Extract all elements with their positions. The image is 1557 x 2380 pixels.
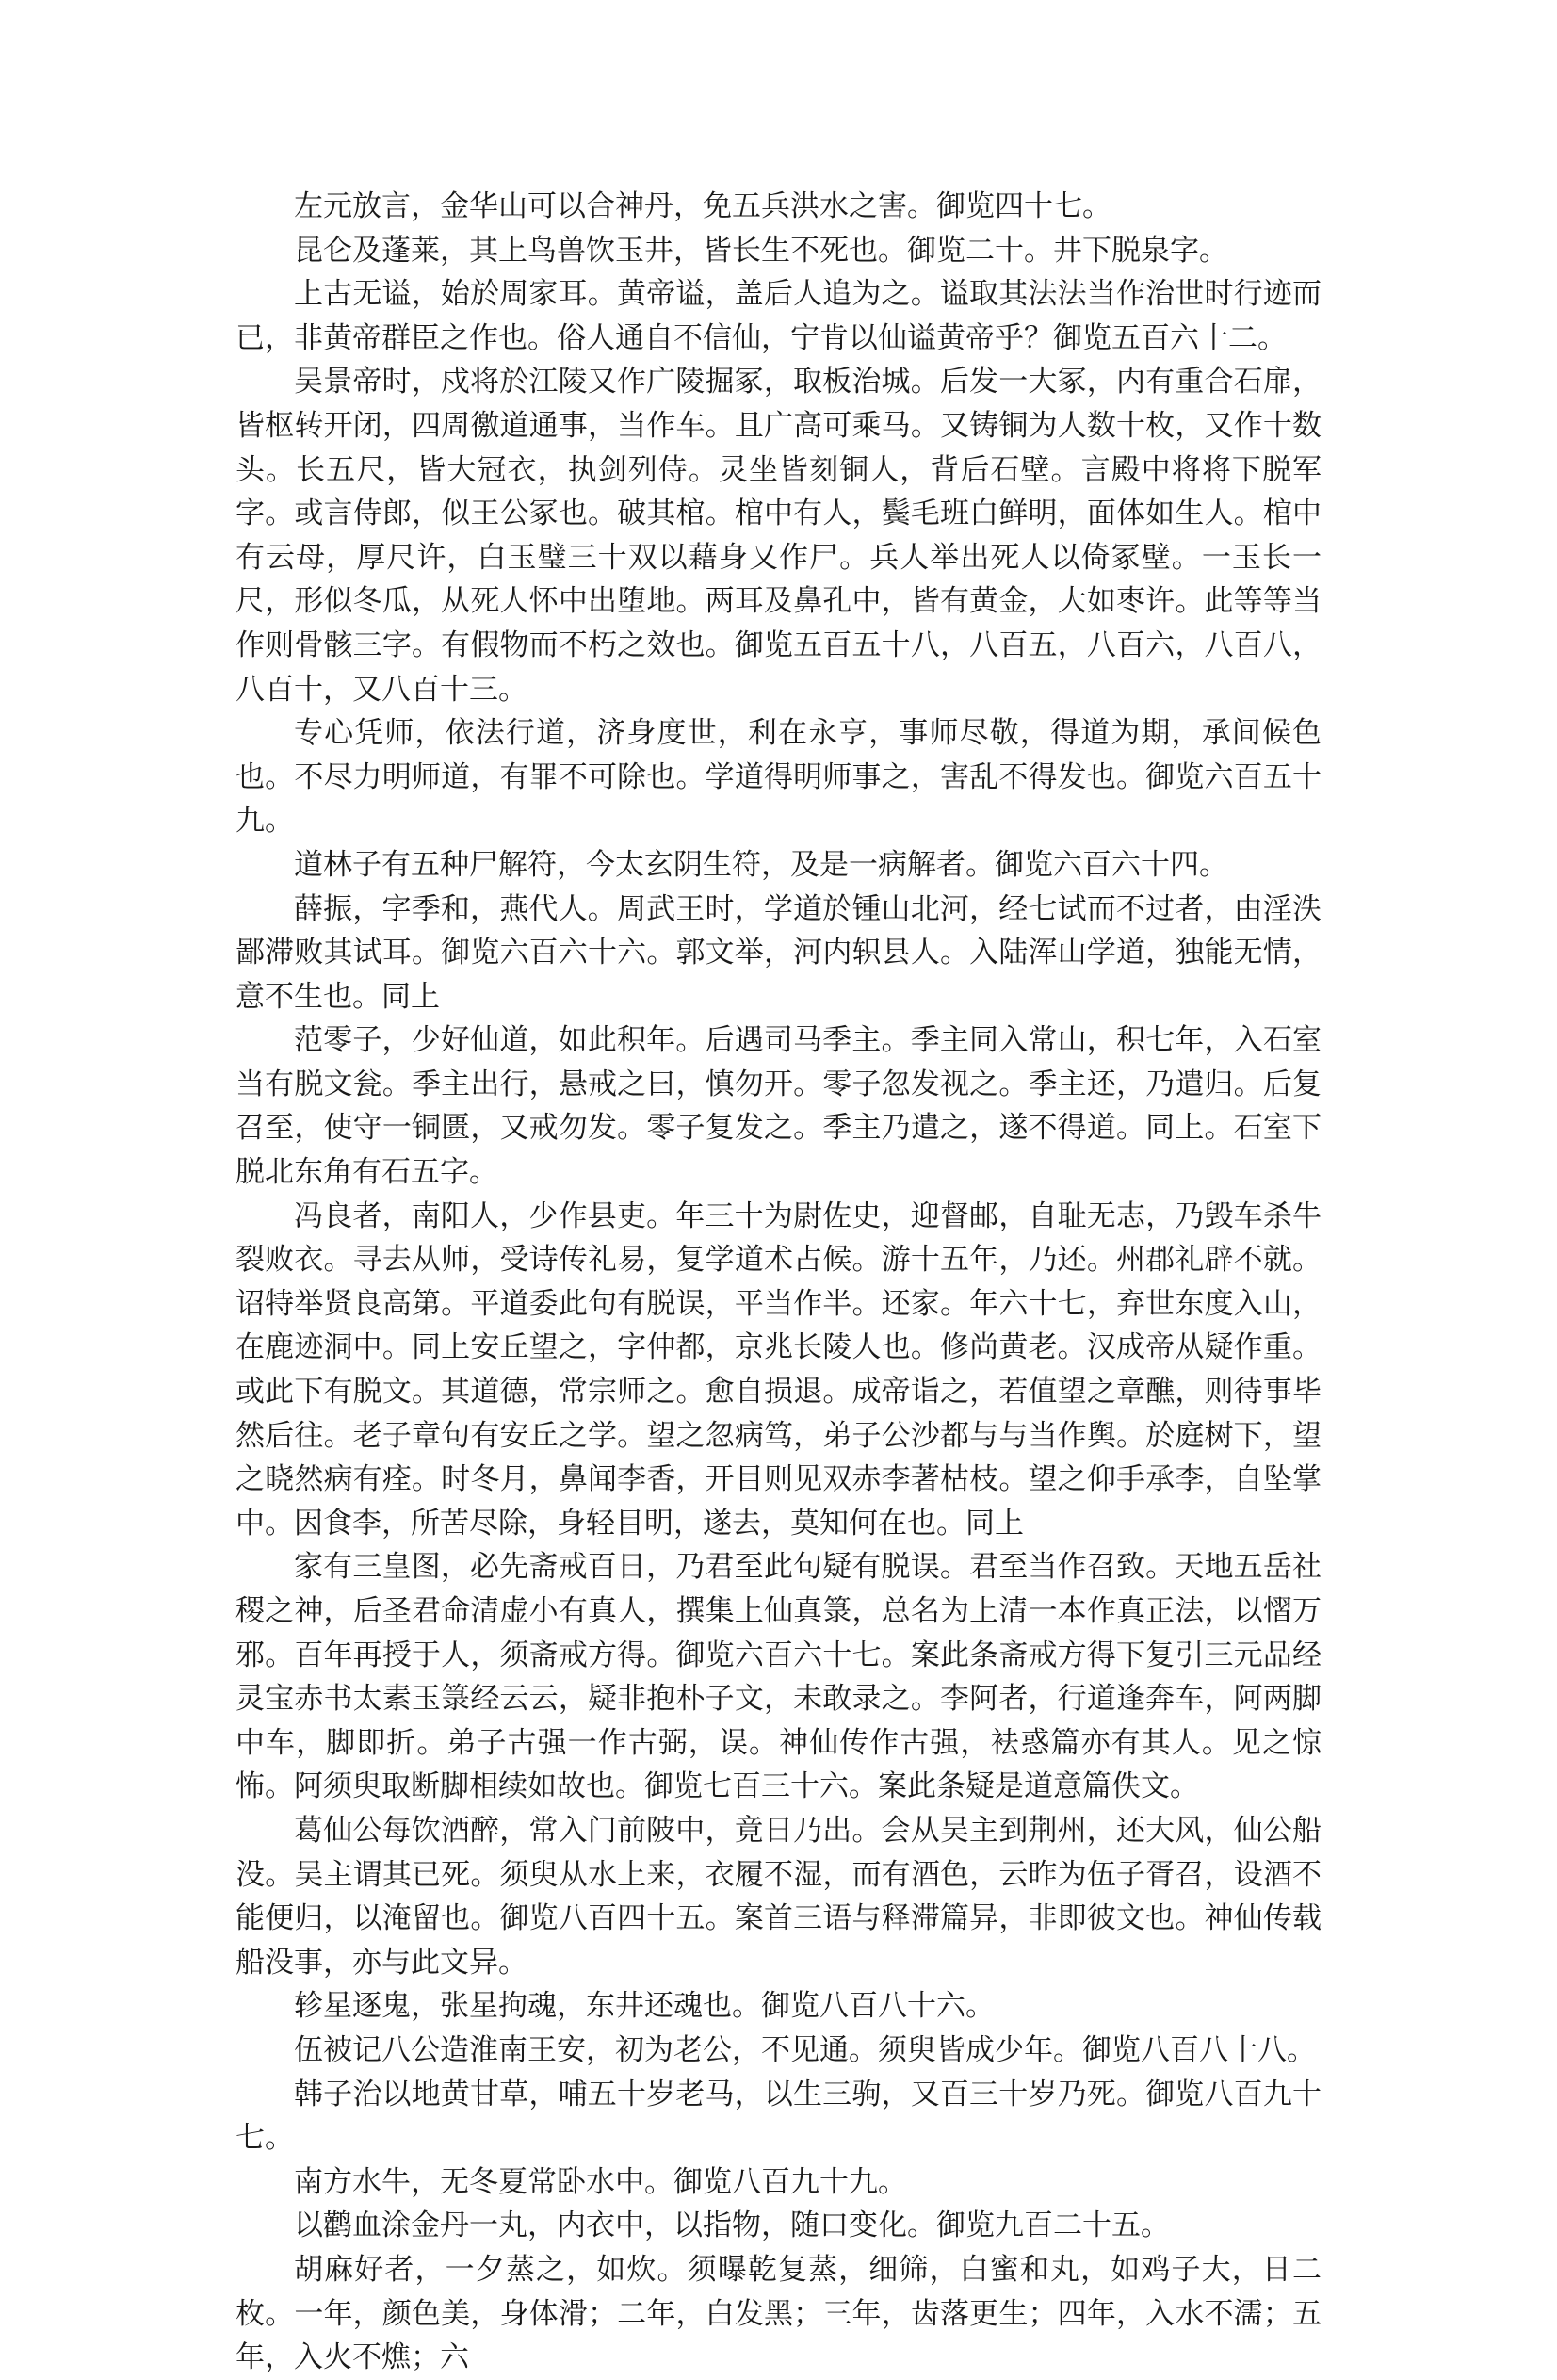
paragraph: 以鹳血涂金丹一丸，内衣中，以指物，随口变化。御览九百二十五。 [294, 2209, 1170, 2243]
paragraph: 轸星逐鬼，张星拘魂，东井还魂也。御览八百八十六。 [294, 1989, 995, 2024]
paragraph: 左元放言，金华山可以合神丹，免五兵洪水之害。御览四十七。 [294, 189, 1111, 223]
paragraph: 南方水牛，无冬夏常卧水中。御览八百九十九。 [294, 2164, 907, 2199]
paragraph: 葛仙公每饮酒醉，常入门前陂中，竟日乃出。会从吴主到荆州，还大风，仙公船没。吴主谓其已死。须臾从水上来，衣履不湿，而有酒色，云昨为伍子胥召，设酒不能便归，以淹留也。御览八百四十五。案首三语与释滞篇异，非即彼文也。神仙传载船没事，亦与此文异。 [235, 1813, 1322, 1980]
paragraph: 昆仑及蓬莱，其上鸟兽饮玉井，皆长生不死也。御览二十。井下脱泉字。 [294, 233, 1228, 268]
paragraph: 薛振，字季和，燕代人。周武王时，学道於锺山北河，经七试而不过者，由淫泆鄙滞败其试耳。御览六百六十六。郭文举，河内轵县人。入陆浑山学道，独能无情，意不生也。同上 [235, 891, 1322, 1014]
paragraph: 范零子，少好仙道，如此积年。后遇司马季主。季主同入常山，积七年，入石室当有脱文瓮。季主出行，悬戒之曰，慎勿开。零子忽发视之。季主还，乃遣归。后复召至，使守一铜匮，又戒勿发。零子复发之。季主乃遣之，遂不得道。同上。石室下脱北东角有石五字。 [235, 1023, 1322, 1190]
paragraph: 吴景帝时，戍将於江陵又作广陵掘冢，取板治城。后发一大冢，内有重合石扉，皆枢转开闭，四周徼道通事，当作车。且广高可乘马。又铸铜为人数十枚，又作十数头。长五尺，皆大冠衣，执剑列侍。灵坐皆刻铜人，背后石壁。言殿中将将下脱军字。或言侍郎，似王公冢也。破其棺。棺中有人，鬓毛班白鲜明，面体如生人。棺中有云母，厚尺许，白玉璧三十双以藉身又作尸。兵人举出死人以倚冢壁。一玉长一尺，形似冬瓜，从死人怀中出堕地。两耳及鼻孔中，皆有黄金，大如枣许。此等等当作则骨骸三字。有假物而不朽之效也。御览五百五十八，八百五，八百六，八百八，八百十，又八百十三。 [235, 365, 1322, 707]
paragraph: 冯良者，南阳人，少作县吏。年三十为尉佐史，迎督邮，自耻无志，乃毁车杀牛裂败衣。寻去从师，受诗传礼易，复学道术占候。游十五年，乃还。州郡礼辟不就。诏特举贤良高第。平道委此句有脱误，平当作半。还家。年六十七，弃世东度入山，在鹿迹洞中。同上安丘望之，字仲都，京兆长陵人也。修尚黄老。汉成帝从疑作重。或此下有脱文。其道德，常宗师之。愈自损退。成帝诣之，若值望之章醮，则待事毕然后往。老子章句有安丘之学。望之忽病笃，弟子公沙都与与当作舆。於庭树下，望之晓然病有痊。时冬月，鼻闻李香，开目则见双赤李著枯枝。望之仰手承李，自坠掌中。因食李，所苦尽除，身轻目明，遂去，莫知何在也。同上 [235, 1198, 1322, 1540]
paragraph: 上古无谥，始於周家耳。黄帝谥，盖后人追为之。谥取其法法当作治世时行迹而已，非黄帝群臣之作也。俗人通自不信仙，宁肯以仙谥黄帝乎？御览五百六十二。 [235, 277, 1322, 355]
paragraph: 伍被记八公造淮南王安，初为老公，不见通。须臾皆成少年。御览八百八十八。 [294, 2032, 1316, 2067]
paragraph: 道林子有五种尸解符，今太玄阴生符，及是一病解者。御览六百六十四。 [294, 847, 1228, 882]
paragraph: 韩子治以地黄甘草，哺五十岁老马，以生三驹，又百三十岁乃死。御览八百九十七。 [235, 2077, 1322, 2156]
paragraph: 家有三皇图，必先斋戒百日，乃君至此句疑有脱误。君至当作召致。天地五岳社稷之神，后圣君命清虚小有真人，撰集上仙真箓，总名为上清一本作真正法，以慴万邪。百年再授于人，须斋戒方得。御览六百六十七。案此条斋戒方得下复引三元品经灵宝赤书太素玉箓经云云，疑非抱朴子文，未敢录之。李阿者，行道逢奔车，阿两脚中车，脚即折。弟子古强一作古弼，误。神仙传作古强，袪惑篇亦有其人。见之惊怖。阿须臾取断脚相续如故也。御览七百三十六。案此条疑是道意篇佚文。 [235, 1550, 1322, 1804]
paragraph: 胡麻好者，一夕蒸之，如炊。须曝乾复蒸，细筛，白蜜和丸，如鸡子大，日二枚。一年，颜色美，身体滑；二年，白发黑；三年，齿落更生；四年，入水不濡；五年，入火不燋；六 [235, 2252, 1322, 2375]
document-page [235, 185, 1322, 2380]
paragraph: 专心凭师，依法行道，济身度世，利在永亨，事师尽敬，得道为期，承间候色也。不尽力明师道，有罪不可除也。学道得明师事之，害乱不得发也。御览六百五十九。 [235, 716, 1322, 839]
